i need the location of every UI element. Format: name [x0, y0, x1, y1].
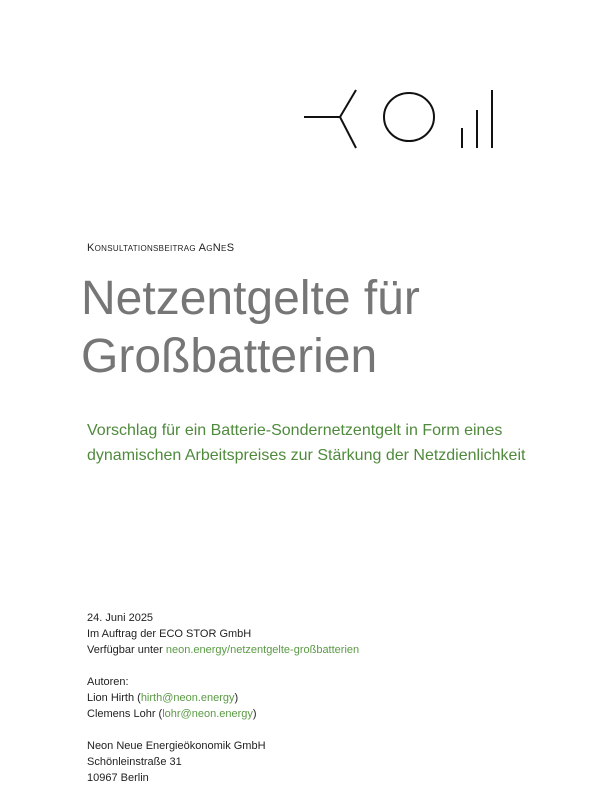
document-subtitle: Vorschlag für ein Batterie-Sondernetzentgelt in Form eines dynamischen Arbeitspreises zur Stärkung der Netzdienlichkeit [87, 422, 526, 464]
document-title [81, 270, 561, 386]
city-address: 10967 Berlin [87, 772, 149, 784]
title-line-2: Großbatterien [81, 330, 378, 383]
street-address: Schönleinstraße 31 [87, 756, 182, 768]
availability-prefix: Verfügbar unter [87, 644, 166, 656]
author-entry: Lion Hirth (hirth@neon.energy) [87, 692, 239, 704]
authors-heading: Autoren: [87, 676, 129, 688]
author-email-link[interactable]: hirth@neon.energy [140, 692, 235, 704]
neon-logo-icon [302, 86, 502, 152]
company-name: Neon Neue Energieökonomik GmbH [87, 740, 266, 752]
author-name: Clemens Lohr [87, 708, 156, 720]
author-name: Lion Hirth [87, 692, 135, 704]
publication-date: 24. Juni 2025 [87, 612, 154, 624]
title-line-1: Netzentgelte für [81, 272, 420, 325]
document-meta [87, 610, 547, 786]
availability-link[interactable]: neon.energy/netzentgelte-großbatterien [165, 644, 360, 656]
author-email-link[interactable]: lohr@neon.energy [162, 708, 253, 720]
document-kicker: Konsultationsbeitrag AgNeS [87, 242, 235, 254]
commission-line: Im Auftrag der ECO STOR GmbH [87, 628, 252, 640]
author-entry: Clemens Lohr (lohr@neon.energy) [87, 708, 257, 720]
availability-line [87, 642, 547, 658]
